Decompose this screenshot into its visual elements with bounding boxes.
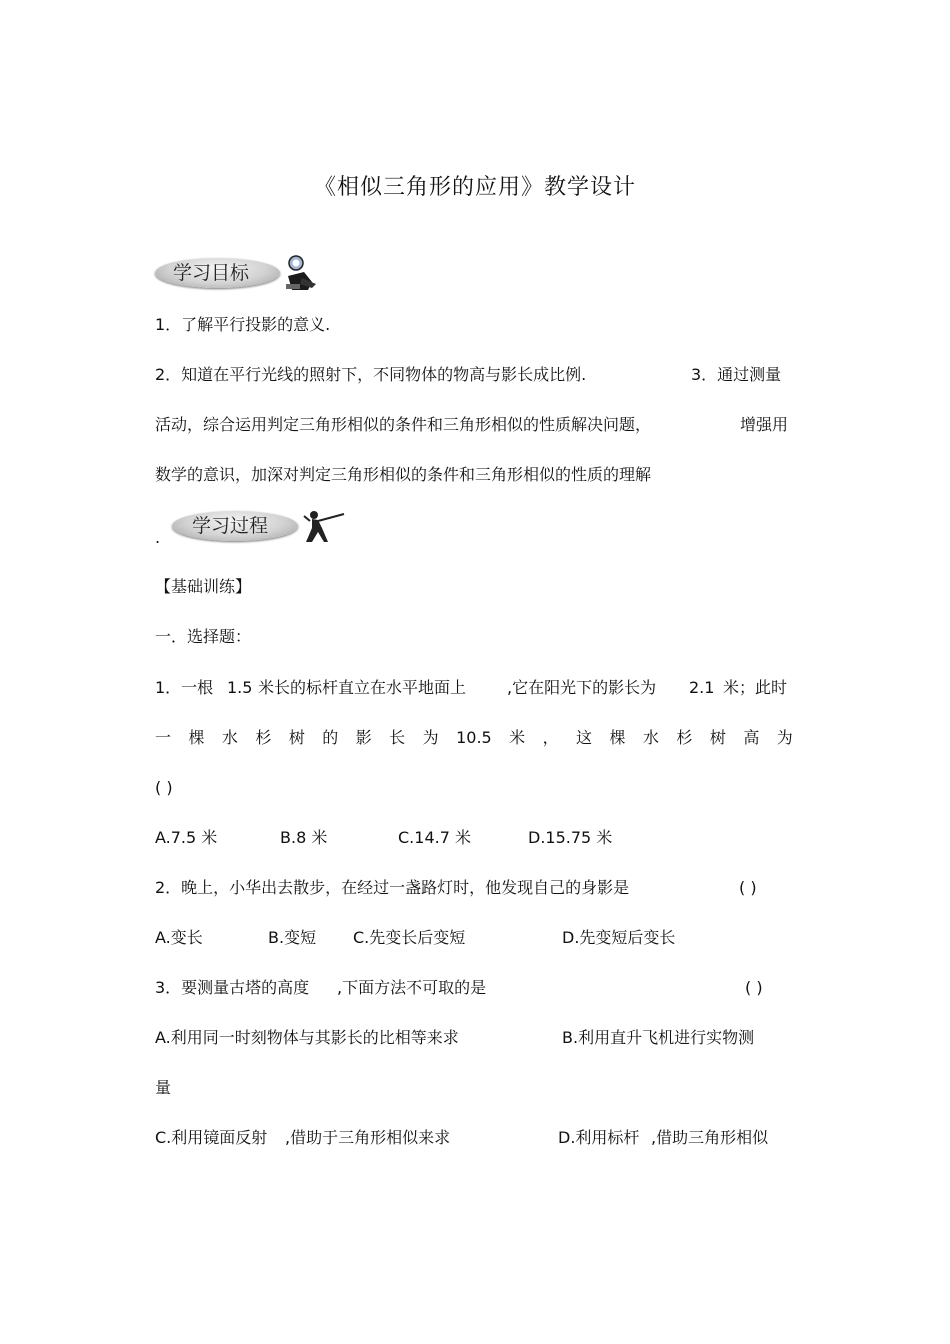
q2-option-b: B.变短	[268, 928, 317, 947]
section-banner-learning-process: 学习过程	[172, 511, 298, 541]
q3-option-c-a: C.利用镜面反射	[155, 1128, 268, 1147]
q3-option-a: A.利用同一时刻物体与其影长的比相等来求	[155, 1028, 459, 1047]
q1-option-d: D.15.75 米	[528, 828, 613, 847]
q1-option-c: C.14.7 米	[398, 828, 471, 847]
q1-value-2: 2.1	[689, 678, 715, 697]
section-banner-learning-goals: 学习目标	[155, 258, 280, 288]
q3-option-d-a: D.利用标杆	[558, 1128, 640, 1147]
q3-stem-b: ,下面方法不可取的是	[337, 978, 487, 997]
goal-3-line2-b: 增强用	[740, 415, 789, 434]
goal-3-start: 3．通过测量	[691, 365, 782, 384]
goal-2: 2．知道在平行光线的照射下，不同物体的物高与影长成比例.	[155, 365, 587, 384]
goal-3-line3: 数学的意识，加深对判定三角形相似的条件和三角形相似的性质的理解	[155, 465, 652, 484]
goal-3-period: .	[155, 528, 161, 547]
q1-text-d: ,它在阳光下的影长为	[507, 678, 657, 697]
goal-3-line2-a: 活动，综合运用判定三角形相似的条件和三角形相似的性质解决问题，	[155, 415, 652, 434]
q2-stem: 2．晚上，小华出去散步，在经过一盏路灯时，他发现自己的身影是	[155, 878, 630, 897]
basic-training-heading: 【基础训练】	[155, 577, 252, 596]
q1-answer-paren: ( )	[155, 778, 173, 797]
q1-text-c: 米长的标杆直立在水平地面上	[258, 678, 467, 697]
q3-option-b: B.利用直升飞机进行实物测	[562, 1028, 755, 1047]
q3-option-d-b: ,借助三角形相似	[651, 1128, 769, 1147]
q1-text-a: 1．一根	[155, 678, 214, 697]
q3-option-b-continued: 量	[155, 1078, 172, 1097]
q2-option-c: C.先变长后变短	[353, 928, 466, 947]
q3-stem-a: 3．要测量古塔的高度	[155, 978, 310, 997]
q1-option-b: B.8 米	[280, 828, 328, 847]
q3-answer-paren: ( )	[745, 978, 763, 997]
q2-option-d: D.先变短后变长	[562, 928, 676, 947]
q1-text-f: 米；此时	[723, 678, 788, 697]
q1-option-a: A.7.5 米	[155, 828, 218, 847]
q1-value-1: 1.5	[227, 678, 253, 697]
q2-option-a: A.变长	[155, 928, 203, 947]
goal-1: 1．了解平行投影的意义.	[155, 315, 331, 334]
q2-answer-paren: ( )	[739, 878, 757, 897]
q1-line-2: 一 棵 水 杉 树 的 影 长 为 10.5 米 ， 这 棵 水 杉 树 高 为	[155, 728, 793, 747]
fencer-icon	[298, 508, 346, 544]
student-reading-icon	[282, 254, 318, 292]
part-1-heading: 一．选择题：	[155, 627, 252, 646]
q3-option-c-b: ,借助于三角形相似来求	[285, 1128, 451, 1147]
page-title: 《相似三角形的应用》教学设计	[313, 175, 636, 200]
